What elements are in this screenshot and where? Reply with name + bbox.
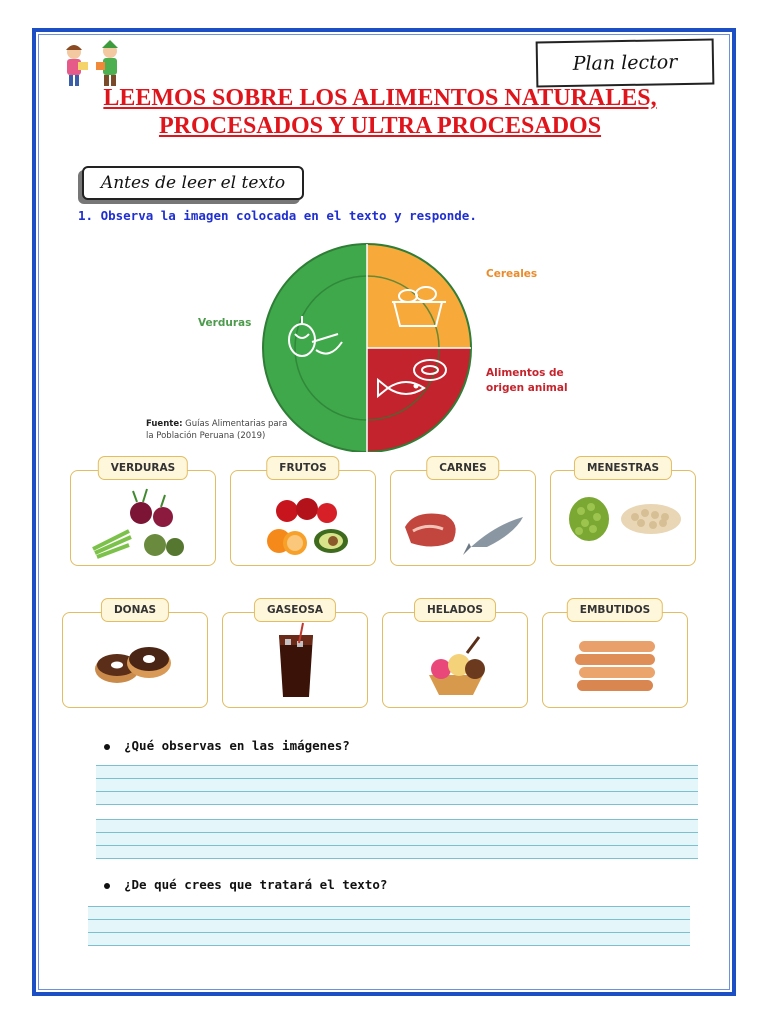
card-label-gaseosa: GASEOSA [254, 598, 336, 622]
label-origen-animal [486, 366, 568, 396]
kids-reading-icon [58, 40, 132, 88]
label-animal-line-2: origen animal [486, 382, 568, 394]
card-helados [382, 604, 528, 708]
answer-lines-3[interactable] [88, 906, 690, 946]
title-line-1: LEEMOS SOBRE LOS ALIMENTOS NATURALES, [103, 85, 657, 111]
card-embutidos [542, 604, 688, 708]
legumes-icon [551, 471, 697, 567]
question-1: 1. Observa la imagen colocada en el texto y responde. [78, 208, 477, 223]
title-line-2: PROCESADOS Y ULTRA PROCESADOS [158, 113, 602, 139]
antes-de-leer-box [82, 166, 304, 200]
card-frutos [230, 462, 376, 566]
bullet-dot [104, 744, 110, 750]
card-label-verduras: VERDURAS [98, 456, 188, 480]
card-label-donas: DONAS [101, 598, 169, 622]
sausages-icon [543, 613, 689, 709]
card-gaseosa [222, 604, 368, 708]
question-observas-text: ¿Qué observas en las imágenes? [124, 738, 350, 753]
card-menestras [550, 462, 696, 566]
ice-cream-icon [383, 613, 529, 709]
card-label-carnes: CARNES [426, 456, 499, 480]
vegetables-icon [71, 471, 217, 567]
fuente-citation [146, 418, 287, 442]
fruits-icon [231, 471, 377, 567]
donuts-icon [63, 613, 209, 709]
page-title [70, 84, 690, 140]
card-verduras [70, 462, 216, 566]
card-label-embutidos: EMBUTIDOS [567, 598, 663, 622]
food-plate-figure [140, 230, 590, 452]
plan-lector-box [536, 38, 715, 87]
plan-lector-label: Plan lector [572, 51, 678, 75]
label-verduras: Verduras [198, 317, 252, 329]
fuente-text-2: la Población Peruana (2019) [146, 431, 266, 441]
label-cereales: Cereales [486, 268, 538, 280]
fuente-label: Fuente: [146, 419, 183, 429]
answer-lines-2[interactable] [96, 819, 698, 859]
label-animal-line-1: Alimentos de [486, 367, 564, 379]
question-tratara-text: ¿De qué crees que tratará el texto? [124, 877, 388, 892]
card-donas [62, 604, 208, 708]
meat-fish-icon [391, 471, 537, 567]
card-label-helados: HELADOS [414, 598, 496, 622]
card-label-frutos: FRUTOS [266, 456, 339, 480]
soda-glass-icon [223, 613, 369, 709]
fuente-text-1: Guías Alimentarias para [182, 419, 288, 429]
answer-lines-1[interactable] [96, 765, 698, 805]
bullet-dot [104, 883, 110, 889]
card-label-menestras: MENESTRAS [574, 456, 672, 480]
question-observas [104, 738, 350, 753]
antes-de-leer-label: Antes de leer el texto [100, 173, 286, 193]
card-carnes [390, 462, 536, 566]
question-tratara [104, 877, 387, 892]
